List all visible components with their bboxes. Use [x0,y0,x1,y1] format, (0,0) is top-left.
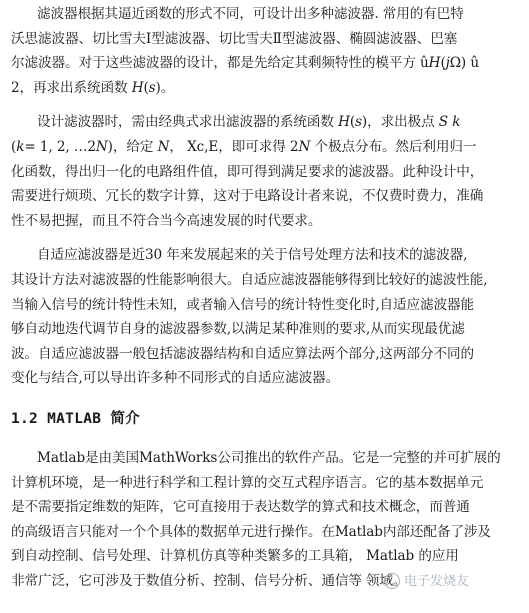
text-line: 沃思滤波器、切比雪夫Ⅰ型滤波器、切比雪夫Ⅱ型滤波器、椭圆滤波器、巴塞 [11,30,458,47]
text-line: (𝑘= 1, 2, …2𝑁)，给定 𝑁， Xc,E，即可求得 2𝑁 个极点分布。然后利用归一 [11,138,477,155]
text-line: 计算机环境，是一种进行科学和工程计算的交互式程序语言。它的基本数据单元 [11,474,484,491]
section-heading: 1.2 MATLAB 简介 [11,410,140,427]
text-line: 其设计方法对滤波器的性能影响很大。自适应滤波器能够得到比较好的滤波性能, [11,271,488,288]
paragraph-adaptive-filter [11,243,519,391]
paragraph-filter-design [11,110,519,233]
text-line: 性不易把握，而且不符合当今高速发展的时代要求。 [11,212,322,229]
text-line: 自适应滤波器是近30 年来发展起来的关于信号处理方法和技术的滤波器, [37,247,468,264]
text-line: 是不需要指定维数的矩阵，它可直接用于表达数学的算式和技术概念，而普通 [11,499,470,516]
text-line: 2，再求出系统函数 𝐻(𝑠)。 [11,79,175,96]
text-line: 设计滤波器时，需由经典式求出滤波器的系统函数 𝐻(𝑠)，求出极点 𝑆 𝑘 [37,114,461,131]
text-line: 需要进行烦琐、冗长的数字计算，这对于电路设计者来说，不仅费时费力，准确 [11,188,484,205]
text-line: 到自动控制、信号处理、计算机仿真等种类繁多的工具箱， Matlab 的应用 [11,548,459,565]
paragraph-filter-types [11,0,519,100]
text-line: 非常广泛，它可涉及于数值分析、控制、信号分析、通信等 领域。 [11,572,407,589]
watermark-text: 电子发烧友 [403,573,469,589]
text-line: 变化与结合,可以导出许多种不同形式的自适应滤波器。 [11,370,340,387]
text-line: 滤波器根据其逼近函数的形式不同，可设计出多种滤波器. 常用的有巴特 [37,6,464,22]
text-line: 尔滤波器。对于这些滤波器的设计，都是先给定其剩频特性的模平方 û𝐻(𝑗Ω) û [11,55,480,72]
text-line: 的高级语言只能对一个个具体的数据单元进行操作。在Matlab内部还配备了涉及 [11,523,491,540]
text-line: 波。自适应滤波器一般包括滤波器结构和自适应算法两个部分,这两部分不同的 [11,345,475,362]
text-line: Matlab是由美国MathWorks公司推出的软件产品。它是一完整的并可扩展的 [37,449,501,466]
watermark [384,570,469,590]
text-line: 够自动地迭代调节自身的滤波器参数,以满足某种准则的要求,从而实现最优滤 [11,321,465,338]
text-line: 当输入信号的统计特性未知，或者输入信号的统计特性变化时,自适应滤波器能 [11,296,475,313]
text-line: 化函数，得出归一化的电路组件值，即可得到满足要求的滤波器。此种设计中， [11,163,484,180]
watermark-logo-icon [384,573,400,589]
